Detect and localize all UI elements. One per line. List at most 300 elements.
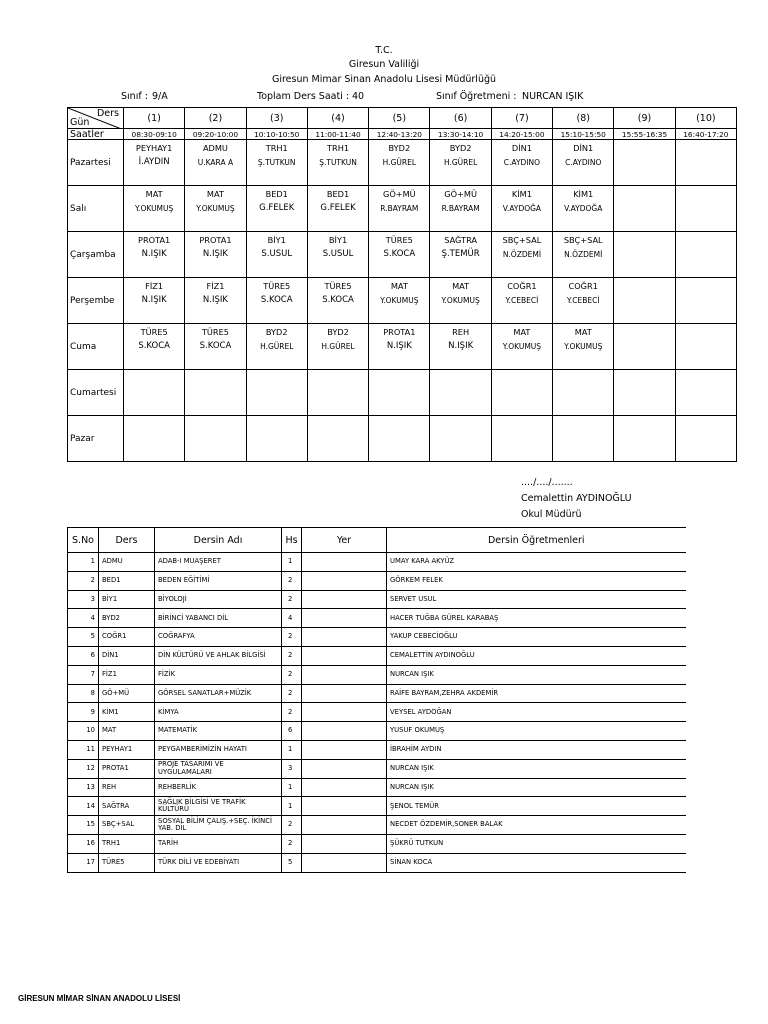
day-name: Pazartesi bbox=[68, 140, 124, 186]
lesson-code bbox=[492, 419, 552, 430]
course-code: FİZ1 bbox=[99, 665, 155, 684]
lesson-cell bbox=[124, 278, 185, 324]
lesson-teacher: Y.OKUMUŞ bbox=[135, 204, 174, 213]
lesson-cell bbox=[675, 186, 736, 232]
course-place bbox=[302, 684, 387, 703]
course-name: FİZİK bbox=[155, 665, 282, 684]
lesson-code bbox=[369, 419, 429, 430]
course-no: 4 bbox=[68, 609, 99, 628]
footer-school-name: GİRESUN MİMAR SİNAN ANADOLU LİSESİ bbox=[18, 994, 181, 1003]
course-hours: 2 bbox=[282, 628, 302, 647]
course-name: MATEMATİK bbox=[155, 722, 282, 741]
lesson-code bbox=[124, 419, 184, 430]
period-header: (9) bbox=[614, 108, 675, 129]
lesson-cell bbox=[307, 278, 368, 324]
course-teachers: YAKUP CEBECİOĞLU bbox=[387, 628, 686, 647]
lesson-teacher: Y.CEBECİ bbox=[566, 296, 600, 305]
header-teachers: Dersin Öğretmenleri bbox=[387, 528, 686, 553]
lesson-code: REH bbox=[452, 327, 470, 337]
course-hours: 6 bbox=[282, 722, 302, 741]
course-code: GÖ+MÜ bbox=[99, 684, 155, 703]
lesson-cell bbox=[675, 416, 736, 462]
period-time: 15:55-16:35 bbox=[614, 129, 675, 140]
lesson-cell bbox=[369, 370, 430, 416]
lesson-code bbox=[676, 189, 736, 200]
corner-cell bbox=[68, 108, 124, 129]
lesson-cell bbox=[491, 416, 552, 462]
course-teachers: SERVET USUL bbox=[387, 590, 686, 609]
lesson-cell bbox=[124, 370, 185, 416]
lesson-cell bbox=[553, 416, 614, 462]
lesson-cell bbox=[307, 232, 368, 278]
course-no: 10 bbox=[68, 722, 99, 741]
lesson-cell bbox=[246, 186, 307, 232]
course-row bbox=[68, 628, 686, 647]
lesson-code: BYD2 bbox=[449, 143, 472, 153]
lesson-cell bbox=[124, 416, 185, 462]
lesson-code: MAT bbox=[145, 189, 163, 199]
lesson-code bbox=[614, 189, 674, 200]
lesson-cell bbox=[369, 186, 430, 232]
lesson-code: BYD2 bbox=[327, 327, 349, 337]
lesson-cell bbox=[430, 370, 491, 416]
lesson-cell bbox=[246, 278, 307, 324]
lesson-cell bbox=[491, 324, 552, 370]
lesson-cell bbox=[553, 140, 614, 186]
course-row bbox=[68, 571, 686, 590]
course-teachers: RAİFE BAYRAM,ZEHRA AKDEMİR bbox=[387, 684, 686, 703]
lesson-code: MAT bbox=[513, 327, 531, 337]
course-row bbox=[68, 834, 686, 853]
header-governorship: Giresun Valiliği bbox=[348, 59, 420, 70]
lesson-code: COĞR1 bbox=[568, 281, 598, 291]
time-row bbox=[68, 129, 737, 140]
lesson-code: FİZ1 bbox=[145, 281, 164, 291]
lesson-cell bbox=[307, 370, 368, 416]
day-name: Salı bbox=[68, 186, 124, 232]
lesson-cell bbox=[675, 140, 736, 186]
corner-ders-label: Ders bbox=[96, 108, 119, 119]
course-hours: 2 bbox=[282, 834, 302, 853]
lesson-code: TÜRE5 bbox=[324, 281, 352, 291]
lesson-cell bbox=[246, 140, 307, 186]
course-teachers: VEYSEL AYDOĞAN bbox=[387, 703, 686, 722]
lesson-code bbox=[185, 373, 245, 384]
lesson-teacher: C.AYDINO bbox=[565, 158, 602, 167]
day-row bbox=[68, 186, 737, 232]
course-name: SOSYAL BİLİM ÇALIŞ.+SEÇ. İKİNCİ YAB. DİL bbox=[155, 816, 282, 835]
course-hours: 2 bbox=[282, 703, 302, 722]
lesson-teacher bbox=[614, 203, 674, 214]
header-dersin-adi: Dersin Adı bbox=[155, 528, 282, 553]
course-hours: 1 bbox=[282, 778, 302, 797]
principal-name: Cemalettin AYDINOĞLU bbox=[521, 493, 632, 504]
period-header: (2) bbox=[185, 108, 246, 129]
course-name: TÜRK DİLİ VE EDEBİYATI bbox=[155, 853, 282, 872]
lesson-cell bbox=[124, 324, 185, 370]
course-place bbox=[302, 853, 387, 872]
lesson-code bbox=[614, 281, 674, 292]
lesson-teacher bbox=[676, 203, 736, 214]
header-yer: Yer bbox=[302, 528, 387, 553]
lesson-teacher: S.KOCA bbox=[199, 341, 232, 351]
course-name: COĞRAFYA bbox=[155, 628, 282, 647]
total-hours-value: 40 bbox=[352, 91, 365, 102]
course-no: 3 bbox=[68, 590, 99, 609]
course-teachers: YUSUF OKUMUŞ bbox=[387, 722, 686, 741]
lesson-code bbox=[676, 235, 736, 246]
header-school: Giresun Mimar Sinan Anadolu Lisesi Müdürlüğü bbox=[271, 74, 497, 85]
period-header: (7) bbox=[491, 108, 552, 129]
course-hours: 2 bbox=[282, 646, 302, 665]
course-name: BİRİNCİ YABANCI DİL bbox=[155, 609, 282, 628]
lesson-teacher bbox=[124, 433, 184, 444]
period-header-row bbox=[68, 108, 737, 129]
course-no: 15 bbox=[68, 816, 99, 835]
lesson-code: BİY1 bbox=[267, 235, 286, 245]
course-no: 16 bbox=[68, 834, 99, 853]
lesson-cell bbox=[675, 232, 736, 278]
course-place bbox=[302, 722, 387, 741]
lesson-code: TRH1 bbox=[265, 143, 288, 153]
course-teachers: İBRAHİM AYDIN bbox=[387, 740, 686, 759]
lesson-teacher: N.IŞIK bbox=[202, 295, 228, 305]
lesson-cell bbox=[430, 140, 491, 186]
lesson-cell bbox=[614, 370, 675, 416]
period-header: (4) bbox=[307, 108, 368, 129]
lesson-cell bbox=[185, 416, 246, 462]
period-header: (5) bbox=[369, 108, 430, 129]
lesson-teacher: İ.AYDIN bbox=[138, 157, 170, 167]
course-name: REHBERLİK bbox=[155, 778, 282, 797]
lesson-teacher bbox=[430, 433, 490, 444]
lesson-cell bbox=[614, 416, 675, 462]
lesson-code bbox=[369, 373, 429, 384]
course-code: BED1 bbox=[99, 571, 155, 590]
course-code: REH bbox=[99, 778, 155, 797]
lesson-code bbox=[676, 327, 736, 338]
lesson-code bbox=[676, 419, 736, 430]
lesson-teacher: N.IŞIK bbox=[141, 249, 167, 259]
period-header: (10) bbox=[675, 108, 736, 129]
course-no: 14 bbox=[68, 797, 99, 816]
lesson-teacher: V.AYDOĞA bbox=[502, 204, 542, 213]
lesson-teacher: H.GÜREL bbox=[321, 342, 355, 351]
period-time: 08:30-09:10 bbox=[124, 129, 185, 140]
lesson-code bbox=[614, 235, 674, 246]
lesson-teacher: N.IŞIK bbox=[448, 341, 474, 351]
lesson-teacher bbox=[676, 249, 736, 260]
course-place bbox=[302, 609, 387, 628]
lesson-teacher bbox=[553, 433, 613, 444]
header-sno: S.No bbox=[68, 528, 99, 553]
lesson-teacher: U.KARA A bbox=[197, 158, 234, 167]
course-row bbox=[68, 722, 686, 741]
lesson-teacher: V.AYDOĞA bbox=[564, 204, 603, 213]
course-row bbox=[68, 646, 686, 665]
lesson-code: TÜRE5 bbox=[140, 327, 168, 337]
day-row bbox=[68, 278, 737, 324]
day-name: Çarşamba bbox=[68, 232, 124, 278]
lesson-teacher bbox=[185, 433, 245, 444]
lesson-code: BED1 bbox=[265, 189, 288, 199]
lesson-teacher: G.FELEK bbox=[320, 203, 356, 213]
period-time: 09:20-10:00 bbox=[185, 129, 246, 140]
lesson-cell bbox=[124, 232, 185, 278]
lesson-teacher: S.KOCA bbox=[260, 295, 293, 305]
period-time: 11:00-11:40 bbox=[307, 129, 368, 140]
period-time: 15:10-15:50 bbox=[553, 129, 614, 140]
lesson-teacher: Y.OKUMUŞ bbox=[441, 296, 480, 305]
class-teacher-value: NURCAN IŞIK bbox=[522, 91, 584, 102]
lesson-cell bbox=[491, 232, 552, 278]
signature-date: ..../..../....... bbox=[521, 477, 573, 488]
lesson-teacher bbox=[614, 433, 674, 444]
course-place bbox=[302, 703, 387, 722]
lesson-cell bbox=[246, 370, 307, 416]
lesson-teacher: S.KOCA bbox=[138, 341, 170, 351]
course-place bbox=[302, 590, 387, 609]
lesson-cell bbox=[675, 370, 736, 416]
lesson-teacher bbox=[308, 387, 368, 398]
lesson-cell bbox=[185, 140, 246, 186]
course-code: DİN1 bbox=[99, 646, 155, 665]
course-name: KİMYA bbox=[155, 703, 282, 722]
lesson-code bbox=[553, 373, 613, 384]
lesson-code bbox=[247, 419, 307, 430]
lesson-code bbox=[676, 373, 736, 384]
period-time: 16:40-17:20 bbox=[675, 129, 736, 140]
course-hours: 2 bbox=[282, 665, 302, 684]
lesson-teacher: H.GÜREL bbox=[260, 342, 294, 351]
course-place bbox=[302, 571, 387, 590]
lesson-code: MAT bbox=[206, 189, 224, 199]
lesson-code bbox=[492, 373, 552, 384]
lesson-teacher: H.GÜREL bbox=[382, 158, 416, 167]
lesson-code: MAT bbox=[574, 327, 592, 337]
course-place bbox=[302, 759, 387, 778]
lesson-cell bbox=[491, 186, 552, 232]
lesson-code: BYD2 bbox=[265, 327, 288, 337]
lesson-cell bbox=[553, 186, 614, 232]
lesson-cell bbox=[553, 324, 614, 370]
lesson-code bbox=[676, 281, 736, 292]
lesson-cell bbox=[614, 278, 675, 324]
course-row bbox=[68, 665, 686, 684]
lesson-teacher bbox=[185, 387, 245, 398]
lesson-code: COĞR1 bbox=[507, 281, 537, 291]
course-hours: 1 bbox=[282, 740, 302, 759]
lesson-teacher bbox=[124, 387, 184, 398]
lesson-cell bbox=[307, 416, 368, 462]
lesson-cell bbox=[246, 416, 307, 462]
lesson-cell bbox=[675, 278, 736, 324]
course-hours: 2 bbox=[282, 816, 302, 835]
course-list-table bbox=[67, 527, 686, 873]
lesson-code: TÜRE5 bbox=[263, 281, 291, 291]
course-place bbox=[302, 778, 387, 797]
lesson-teacher: R.BAYRAM bbox=[380, 204, 419, 213]
lesson-cell bbox=[369, 278, 430, 324]
lesson-teacher: Y.OKUMUŞ bbox=[196, 204, 235, 213]
course-teachers: HACER TUĞBA GÜREL KARABAŞ bbox=[387, 609, 686, 628]
day-name: Cuma bbox=[68, 324, 124, 370]
lesson-code: DİN1 bbox=[573, 143, 594, 153]
lesson-cell bbox=[430, 416, 491, 462]
day-row bbox=[68, 140, 737, 186]
course-no: 2 bbox=[68, 571, 99, 590]
lesson-code bbox=[124, 373, 184, 384]
course-teachers: NURCAN IŞIK bbox=[387, 665, 686, 684]
course-place bbox=[302, 834, 387, 853]
period-header: (1) bbox=[124, 108, 185, 129]
course-list-header bbox=[68, 528, 686, 553]
course-teachers: GÖRKEM FELEK bbox=[387, 571, 686, 590]
lesson-cell bbox=[307, 140, 368, 186]
period-time: 13:30-14:10 bbox=[430, 129, 491, 140]
lesson-code: GÖ+MÜ bbox=[382, 189, 416, 199]
course-no: 9 bbox=[68, 703, 99, 722]
lesson-cell bbox=[491, 278, 552, 324]
lesson-teacher: S.KOCA bbox=[322, 295, 354, 305]
class-label: Sınıf : bbox=[121, 91, 148, 102]
course-row bbox=[68, 684, 686, 703]
course-no: 12 bbox=[68, 759, 99, 778]
lesson-cell bbox=[246, 232, 307, 278]
course-hours: 3 bbox=[282, 759, 302, 778]
course-code: BİY1 bbox=[99, 590, 155, 609]
lesson-code bbox=[430, 373, 490, 384]
lesson-teacher bbox=[676, 157, 736, 168]
class-teacher-label: Sınıf Öğretmeni : bbox=[436, 91, 517, 102]
lesson-teacher bbox=[676, 433, 736, 444]
lesson-code: SBÇ+SAL bbox=[502, 235, 542, 245]
lesson-code: PROTA1 bbox=[383, 327, 416, 337]
course-row bbox=[68, 740, 686, 759]
day-name: Cumartesi bbox=[68, 370, 124, 416]
lesson-teacher bbox=[430, 387, 490, 398]
lesson-code bbox=[614, 327, 674, 338]
header-tc: T.C. bbox=[375, 45, 393, 56]
lesson-cell bbox=[430, 186, 491, 232]
lesson-teacher: Ş.TUTKUN bbox=[257, 158, 296, 167]
period-header: (6) bbox=[430, 108, 491, 129]
lesson-code: BİY1 bbox=[328, 235, 348, 245]
lesson-cell bbox=[185, 324, 246, 370]
lesson-code bbox=[308, 373, 368, 384]
lesson-code: TÜRE5 bbox=[385, 235, 413, 245]
period-header: (8) bbox=[553, 108, 614, 129]
lesson-teacher bbox=[553, 387, 613, 398]
lesson-cell bbox=[430, 278, 491, 324]
lesson-cell bbox=[614, 232, 675, 278]
course-name: ADAB-I MUAŞERET bbox=[155, 553, 282, 572]
lesson-teacher: N.ÖZDEMİ bbox=[502, 250, 542, 259]
lesson-teacher: Y.OKUMUŞ bbox=[564, 342, 603, 351]
lesson-cell bbox=[369, 324, 430, 370]
lesson-teacher: R.BAYRAM bbox=[441, 204, 480, 213]
lesson-cell bbox=[430, 232, 491, 278]
lesson-teacher: S.KOCA bbox=[383, 249, 416, 259]
day-row bbox=[68, 324, 737, 370]
lesson-code: KİM1 bbox=[511, 189, 532, 199]
lesson-cell bbox=[124, 186, 185, 232]
course-code: PEYHAY1 bbox=[99, 740, 155, 759]
lesson-cell bbox=[675, 324, 736, 370]
lesson-teacher: H.GÜREL bbox=[443, 158, 478, 167]
principal-title: Okul Müdürü bbox=[521, 509, 582, 520]
course-name: BEDEN EĞİTİMİ bbox=[155, 571, 282, 590]
lesson-cell bbox=[614, 324, 675, 370]
course-code: TÜRE5 bbox=[99, 853, 155, 872]
lesson-code bbox=[185, 419, 245, 430]
lesson-teacher: N.IŞIK bbox=[141, 295, 167, 305]
corner-gun-label: Gün bbox=[70, 117, 90, 128]
course-row bbox=[68, 609, 686, 628]
lesson-teacher: N.ÖZDEMİ bbox=[564, 250, 603, 259]
period-time: 12:40-13:20 bbox=[369, 129, 430, 140]
course-no: 1 bbox=[68, 553, 99, 572]
course-teachers: UMAY KARA AKYÜZ bbox=[387, 553, 686, 572]
lesson-teacher: C.AYDINO bbox=[503, 158, 541, 167]
lesson-cell bbox=[430, 324, 491, 370]
period-header: (3) bbox=[246, 108, 307, 129]
lesson-cell bbox=[185, 278, 246, 324]
lesson-code: MAT bbox=[452, 281, 470, 291]
course-hours: 1 bbox=[282, 553, 302, 572]
course-name: PROJE TASARIMI VE UYGULAMALARI bbox=[155, 759, 282, 778]
lesson-code: TÜRE5 bbox=[201, 327, 229, 337]
lesson-teacher bbox=[614, 387, 674, 398]
lesson-teacher: Ş.TEMÜR bbox=[441, 249, 480, 259]
lesson-teacher: N.IŞIK bbox=[202, 249, 228, 259]
course-row bbox=[68, 853, 686, 872]
lesson-code: ADMU bbox=[202, 143, 228, 153]
lesson-code bbox=[308, 419, 368, 430]
course-row bbox=[68, 703, 686, 722]
course-place bbox=[302, 797, 387, 816]
course-teachers: NURCAN IŞIK bbox=[387, 759, 686, 778]
class-value: 9/A bbox=[152, 91, 168, 102]
course-name: BİYOLOJİ bbox=[155, 590, 282, 609]
lesson-teacher: S.USUL bbox=[322, 249, 354, 259]
course-no: 6 bbox=[68, 646, 99, 665]
course-teachers: CEMALETTİN AYDINOĞLU bbox=[387, 646, 686, 665]
course-code: ADMU bbox=[99, 553, 155, 572]
course-code: BYD2 bbox=[99, 609, 155, 628]
course-place bbox=[302, 646, 387, 665]
course-code: TRH1 bbox=[99, 834, 155, 853]
course-no: 7 bbox=[68, 665, 99, 684]
lesson-cell bbox=[369, 416, 430, 462]
course-row bbox=[68, 759, 686, 778]
course-no: 17 bbox=[68, 853, 99, 872]
lesson-teacher: Y.CEBECİ bbox=[505, 296, 539, 305]
period-time: 14:20-15:00 bbox=[491, 129, 552, 140]
lesson-code: FİZ1 bbox=[206, 281, 225, 291]
course-hours: 1 bbox=[282, 797, 302, 816]
course-code: SBÇ+SAL bbox=[99, 816, 155, 835]
lesson-cell bbox=[185, 370, 246, 416]
course-no: 13 bbox=[68, 778, 99, 797]
course-hours: 2 bbox=[282, 590, 302, 609]
lesson-teacher bbox=[676, 387, 736, 398]
course-name: SAĞLIK BİLGİSİ VE TRAFİK KÜLTÜRÜ bbox=[155, 797, 282, 816]
lesson-code: BYD2 bbox=[388, 143, 411, 153]
course-code: KİM1 bbox=[99, 703, 155, 722]
lesson-cell bbox=[491, 370, 552, 416]
lesson-teacher bbox=[676, 341, 736, 352]
